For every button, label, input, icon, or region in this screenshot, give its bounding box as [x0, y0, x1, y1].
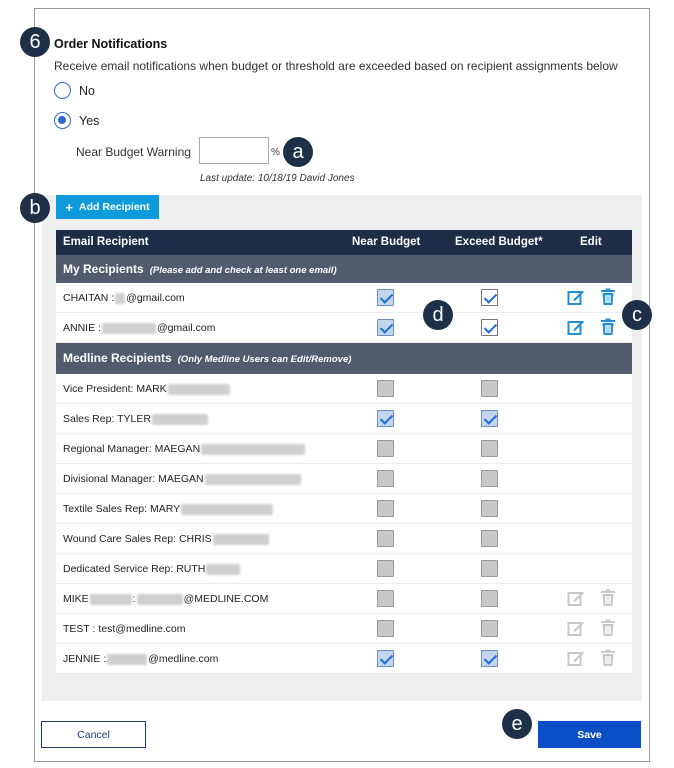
- redacted: [213, 534, 269, 545]
- medline-recipients-title: Medline Recipients: [63, 351, 172, 365]
- exceed-budget-checkbox: [481, 650, 498, 667]
- recipient-name: Dedicated Service Rep: RUTH: [63, 563, 241, 575]
- header-email-recipient: Email Recipient: [63, 236, 149, 248]
- redacted: [152, 414, 208, 425]
- medline-recipients-section: [56, 343, 632, 374]
- near-budget-checkbox: [377, 560, 394, 577]
- recipients-table: [56, 230, 632, 674]
- header-exceed-budget: Exceed Budget*: [455, 236, 543, 248]
- header-near-budget: Near Budget: [352, 236, 421, 248]
- radio-yes-option[interactable]: [54, 112, 99, 129]
- near-budget-checkbox[interactable]: [377, 289, 394, 306]
- redacted: [205, 474, 301, 485]
- exceed-budget-checkbox: [481, 590, 498, 607]
- recipient-name: Sales Rep: TYLER: [63, 413, 209, 425]
- recipient-name: Vice President: MARK: [63, 383, 231, 395]
- near-budget-checkbox: [377, 410, 394, 427]
- near-budget-checkbox: [377, 650, 394, 667]
- redacted: [206, 564, 240, 575]
- trash-icon[interactable]: [599, 318, 617, 336]
- table-row: [56, 404, 632, 434]
- edit-icon[interactable]: [567, 288, 585, 306]
- radio-no-option[interactable]: [54, 82, 95, 99]
- order-notifications-title: Order Notifications: [54, 37, 168, 51]
- recipient-name: Textile Sales Rep: MARY: [63, 503, 274, 515]
- table-row: [56, 584, 632, 614]
- callout-d: d: [423, 300, 453, 330]
- callout-c: c: [622, 300, 652, 330]
- recipient-name: JENNIE : @medline.com: [63, 653, 219, 665]
- my-recipients-section: [56, 255, 632, 283]
- table-row: [56, 313, 632, 343]
- callout-b: b: [20, 193, 50, 223]
- redacted: [115, 293, 125, 304]
- edit-icon-disabled: [567, 589, 585, 607]
- exceed-budget-checkbox: [481, 380, 498, 397]
- exceed-budget-checkbox: [481, 530, 498, 547]
- callout-a: a: [283, 137, 313, 167]
- trash-icon[interactable]: [599, 288, 617, 306]
- table-row: [56, 434, 632, 464]
- redacted: [201, 444, 305, 455]
- redacted: [102, 323, 156, 334]
- edit-icon-disabled: [567, 649, 585, 667]
- trash-icon-disabled: [599, 649, 617, 667]
- cancel-button[interactable]: Cancel: [41, 721, 146, 748]
- recipient-name: Divisional Manager: MAEGAN: [63, 473, 302, 485]
- exceed-budget-checkbox: [481, 560, 498, 577]
- near-budget-checkbox: [377, 620, 394, 637]
- table-row: [56, 614, 632, 644]
- table-row: [56, 554, 632, 584]
- my-recipients-title: My Recipients: [63, 262, 144, 276]
- table-row: [56, 644, 632, 674]
- radio-yes[interactable]: [54, 112, 71, 129]
- edit-icon-disabled: [567, 619, 585, 637]
- percent-sign: %: [271, 147, 280, 158]
- table-row: [56, 524, 632, 554]
- near-budget-checkbox: [377, 380, 394, 397]
- last-update-text: Last update: 10/18/19 David Jones: [200, 173, 355, 184]
- exceed-budget-checkbox[interactable]: [481, 319, 498, 336]
- plus-icon: +: [65, 199, 73, 215]
- save-button[interactable]: Save: [538, 721, 641, 748]
- recipient-name: Wound Care Sales Rep: CHRIS: [63, 533, 270, 545]
- add-recipient-button[interactable]: [56, 195, 159, 219]
- trash-icon-disabled: [599, 589, 617, 607]
- order-notifications-description: Receive email notifications when budget or threshold are exceeded based on recipient assignments below: [54, 59, 618, 73]
- redacted: [107, 654, 147, 665]
- radio-no[interactable]: [54, 82, 71, 99]
- radio-yes-label: Yes: [79, 113, 100, 128]
- near-budget-warning-input[interactable]: [199, 137, 269, 164]
- trash-icon-disabled: [599, 619, 617, 637]
- recipient-name: MIKE : @MEDLINE.COM: [63, 593, 269, 605]
- exceed-budget-checkbox: [481, 440, 498, 457]
- exceed-budget-checkbox: [481, 620, 498, 637]
- near-budget-checkbox: [377, 590, 394, 607]
- exceed-budget-checkbox[interactable]: [481, 289, 498, 306]
- edit-icon[interactable]: [567, 318, 585, 336]
- callout-6: 6: [20, 27, 50, 57]
- table-row: [56, 464, 632, 494]
- exceed-budget-checkbox: [481, 500, 498, 517]
- radio-no-label: No: [79, 83, 95, 98]
- exceed-budget-checkbox: [481, 470, 498, 487]
- near-budget-checkbox: [377, 470, 394, 487]
- recipient-name: Regional Manager: MAEGAN: [63, 443, 306, 455]
- recipient-name: ANNIE : @gmail.com: [63, 322, 216, 334]
- recipient-name: CHAITAN : @gmail.com: [63, 292, 185, 304]
- table-header: [56, 230, 632, 255]
- table-row: [56, 374, 632, 404]
- exceed-budget-checkbox: [481, 410, 498, 427]
- add-recipient-label: Add Recipient: [79, 201, 150, 213]
- redacted: [181, 504, 273, 515]
- redacted: [90, 594, 132, 605]
- header-edit: Edit: [580, 236, 602, 248]
- near-budget-checkbox[interactable]: [377, 319, 394, 336]
- near-budget-warning-label: Near Budget Warning: [76, 145, 191, 159]
- table-row: [56, 494, 632, 524]
- recipient-name: TEST : test@medline.com: [63, 623, 186, 635]
- near-budget-checkbox: [377, 440, 394, 457]
- near-budget-checkbox: [377, 530, 394, 547]
- redacted: [137, 594, 183, 605]
- near-budget-checkbox: [377, 500, 394, 517]
- table-row: [56, 283, 632, 313]
- medline-recipients-note: (Only Medline Users can Edit/Remove): [177, 354, 352, 365]
- redacted: [168, 384, 230, 395]
- my-recipients-note: (Please add and check at least one email): [149, 265, 337, 276]
- callout-e: e: [502, 709, 532, 739]
